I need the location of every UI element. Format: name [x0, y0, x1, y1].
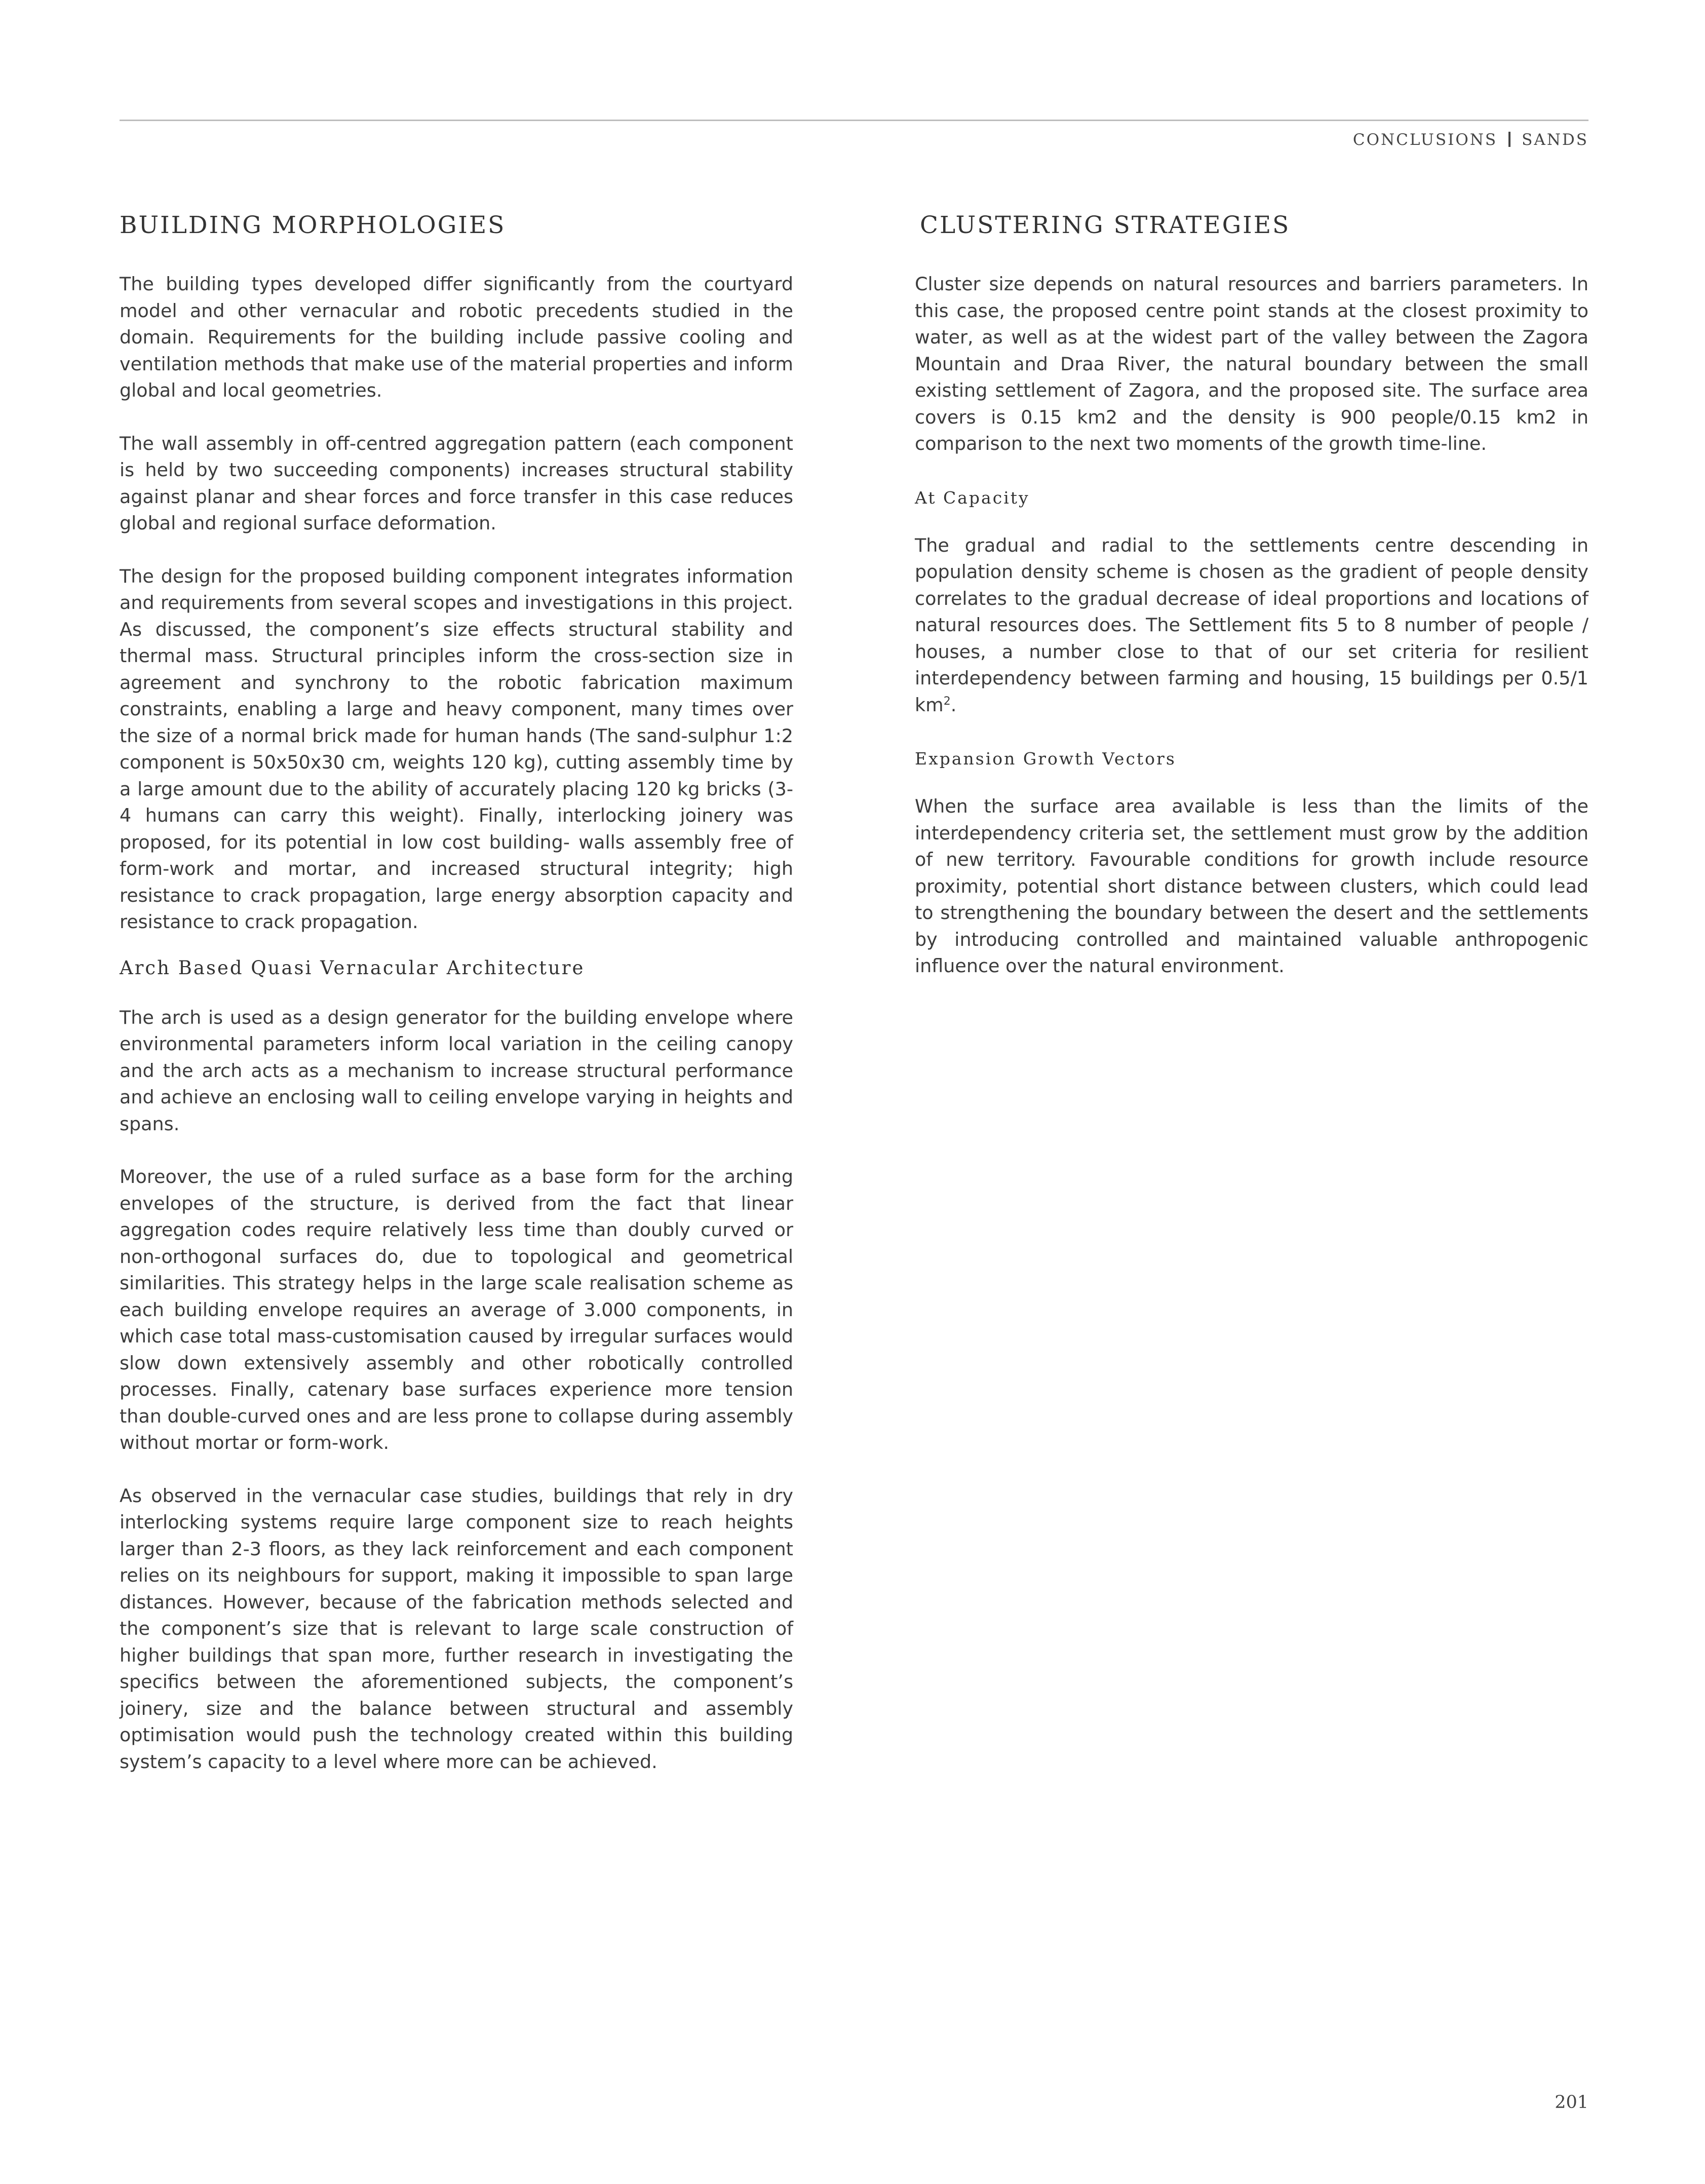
paragraph: The building types developed differ significantly from the courtyard model and other vernacular and robotic precedents studied in the domain. Requirements for the building include passive cooling and ventilation methods that make use of the material properties and inform global and local geometries.	[120, 273, 793, 401]
right-column	[915, 208, 1588, 1006]
running-header	[1353, 131, 1588, 149]
paragraph	[915, 532, 1588, 719]
paragraph: Moreover, the use of a ruled surface as a base form for the arching envelopes of the structure, is derived from the fact that linear aggregation codes require relatively less time than doubly curved or non-orthogonal surfaces do, due to topological and geometrical similarities. This strategy helps in the large scale realisation scheme as each building envelope requires an average of 3.000 components, in which case total mass-customisation caused by irregular surfaces would slow down extensively assembly and other robotically controlled processes. Finally, catenary base surfaces experience more tension than double-curved ones and are less prone to collapse during assembly without mortar or form-work.	[120, 1166, 793, 1453]
page-number: 201	[1555, 2092, 1588, 2113]
paragraph: The design for the proposed building component integrates information and requirements from several scopes and investigations in this project. As discussed, the component’s size effects structural stability and thermal mass. Structural principles inform the cross-section size in agreement and synchrony to the robotic fabrication maximum constraints, enabling a large and heavy component, many times over the size of a normal brick made for human hands (The sand-sulphur 1:2 component is 50x50x30 cm, weights 120 kg), cutting assembly time by a large amount due to the ability of accurately placing 120 kg bricks (3-4 humans can carry this weight). Finally, interlocking joinery was proposed, for its potential in low cost building- walls assembly free of form-work and mortar, and increased structural integrity; high resistance to crack propagation, large energy absorption capacity and resistance to crack propagation.	[120, 565, 793, 933]
superscript: 2	[943, 695, 951, 708]
arch-based-subtitle: Arch Based Quasi Vernacular Architecture	[120, 956, 585, 979]
at-capacity-subtitle: At Capacity	[915, 487, 1030, 508]
header-section: CONCLUSIONS	[1352, 131, 1498, 149]
left-column	[120, 208, 793, 1802]
building-morphologies-title: BUILDING MORPHOLOGIES	[120, 211, 506, 239]
paragraph: Cluster size depends on natural resources and barriers parameters. In this case, the proposed centre point stands at the closest proximity to water, as well as at the widest part of the valley between the Zagora Mountain and Draa River, the natural boundary between the small existing settlement of Zagora, and the proposed site. The surface area covers is 0.15 km2 and the density is 900 people/0.15 km2 in comparison to the next two moments of the growth time-line.	[915, 273, 1588, 454]
paragraph: When the surface area available is less than the limits of the interdependency criteria set, the settlement must grow by the addition of new territory. Favourable conditions for growth include resource proximity, potential short distance between clusters, which could lead to strengthening the boundary between the desert and the settlements by introducing controlled and maintained valuable anthropogenic influence over the natural environment.	[915, 795, 1588, 977]
paragraph: The wall assembly in off-centred aggregation pattern (each component is held by two succeeding components) increases structural stability against planar and shear forces and force transfer in this case reduces global and regional surface deformation.	[120, 432, 793, 534]
header-rule	[120, 120, 1588, 121]
header-chapter: SANDS	[1522, 131, 1588, 149]
paragraph: As observed in the vernacular case studies, buildings that rely in dry interlocking systems require large component size to reach heights larger than 2-3 floors, as they lack reinforcement and each component relies on its neighbours for support, making it impossible to span large distances. However, because of the fabrication methods selected and the component’s size that is relevant to large scale construction of higher buildings that span more, further research in investigating the specifics between the aforementioned subjects, the component’s joinery, size and the balance between structural and assembly optimisation would push the technology created within this building system’s capacity to a level where more can be achieved.	[120, 1484, 793, 1773]
paragraph: The arch is used as a design generator for the building envelope where environmental parameters inform local variation in the ceiling canopy and the arch acts as a mechanism to increase structural performance and achieve an enclosing wall to ceiling envelope varying in heights and spans.	[120, 1006, 793, 1135]
paragraph-text: The gradual and radial to the settlements centre descending in population density scheme is chosen as the gradient of people density correlates to the gradual decrease of ideal proportions and locations of natural resources does. The Settlement fits 5 to 8 number of people / houses, a number close to that of our set criteria for resilient interdependency between farming and housing, 15 buildings per 0.5/1 km	[915, 534, 1588, 716]
clustering-strategies-title: CLUSTERING STRATEGIES	[920, 211, 1291, 239]
paragraph-end: .	[950, 694, 957, 716]
header-separator	[1508, 132, 1510, 147]
expansion-growth-subtitle: Expansion Growth Vectors	[915, 749, 1176, 769]
